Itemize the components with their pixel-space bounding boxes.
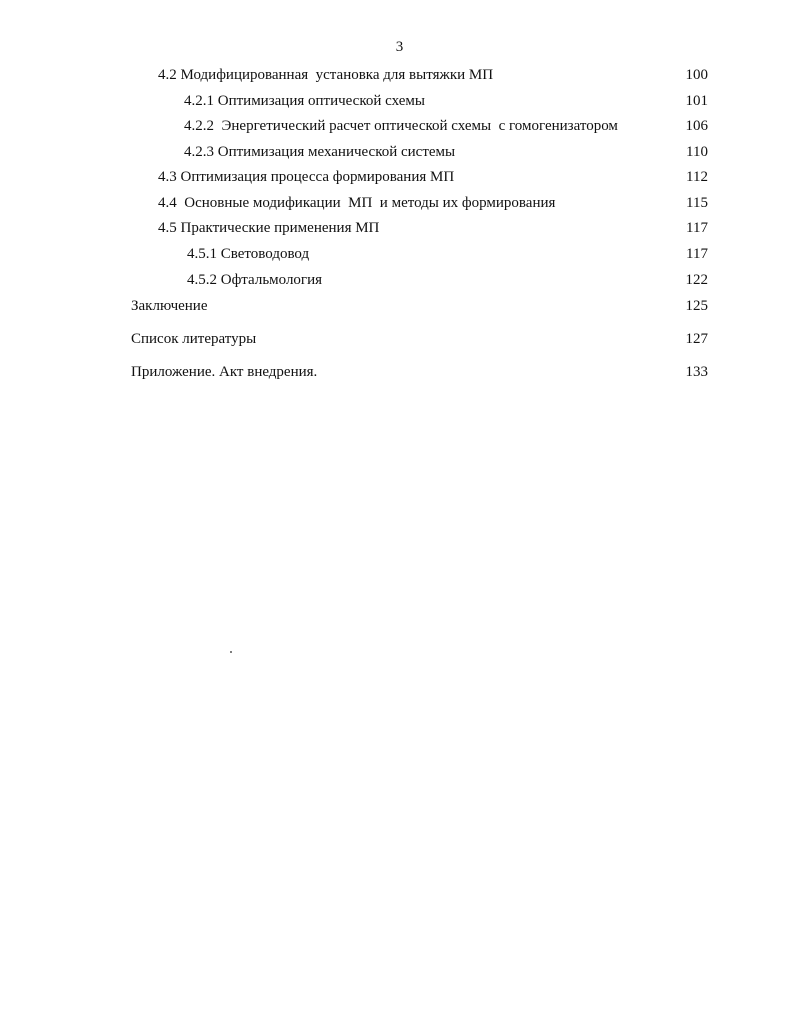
- toc-entry: [0, 271, 799, 289]
- toc-entry: [0, 245, 799, 263]
- toc-entry-page: 133: [685, 364, 708, 380]
- toc-entry-title: 4.5.2 Офтальмология: [187, 272, 323, 288]
- toc-entry-page: 115: [686, 195, 708, 211]
- toc-entry-page: 127: [685, 331, 708, 347]
- toc-entry-title: Приложение. Акт внедрения.: [131, 364, 318, 380]
- toc-entry-page: 101: [685, 93, 708, 109]
- toc-entry: [0, 330, 799, 348]
- toc-entry-title: 4.3 Оптимизация процесса формирования МП: [158, 169, 455, 185]
- toc-entry-page: 106: [685, 118, 708, 134]
- toc-entry-title: 4.2.2 Энергетический расчет оптической схемы с гомогенизатором: [184, 118, 618, 134]
- toc-entry: [0, 297, 799, 315]
- toc-entry-title: 4.2 Модифицированная установка для вытяжки МП: [158, 67, 494, 83]
- page-number: 3: [395, 39, 404, 55]
- toc-entry-title: 4.2.1 Оптимизация оптической схемы: [184, 93, 425, 109]
- toc-entry: [0, 363, 799, 381]
- toc-entry: [0, 117, 799, 135]
- toc-entry-page: 117: [686, 220, 708, 236]
- toc-entry: [0, 143, 799, 161]
- toc-entry-page: 112: [686, 169, 708, 185]
- toc-entry-page: 110: [686, 144, 708, 160]
- toc-entry-page: 100: [685, 67, 708, 83]
- toc-entry-title: 4.5.1 Световодовод: [187, 246, 310, 262]
- toc-entry-page: 117: [686, 246, 708, 262]
- toc-entry: [0, 219, 799, 237]
- toc-entry-title: 4.5 Практические применения МП: [158, 220, 380, 236]
- toc-entry-title: Заключение: [131, 298, 208, 314]
- toc-entry-page: 122: [685, 272, 708, 288]
- toc-entry-title: Список литературы: [131, 331, 257, 347]
- toc-entry: [0, 194, 799, 212]
- toc-entry-page: 125: [685, 298, 708, 314]
- toc-entry: [0, 66, 799, 84]
- toc-entry: [0, 168, 799, 186]
- scan-speck: [230, 651, 232, 653]
- toc-entry: [0, 92, 799, 110]
- toc-entry-title: 4.4 Основные модификации МП и методы их формирования: [158, 195, 556, 211]
- toc-entry-title: 4.2.3 Оптимизация механической системы: [184, 144, 456, 160]
